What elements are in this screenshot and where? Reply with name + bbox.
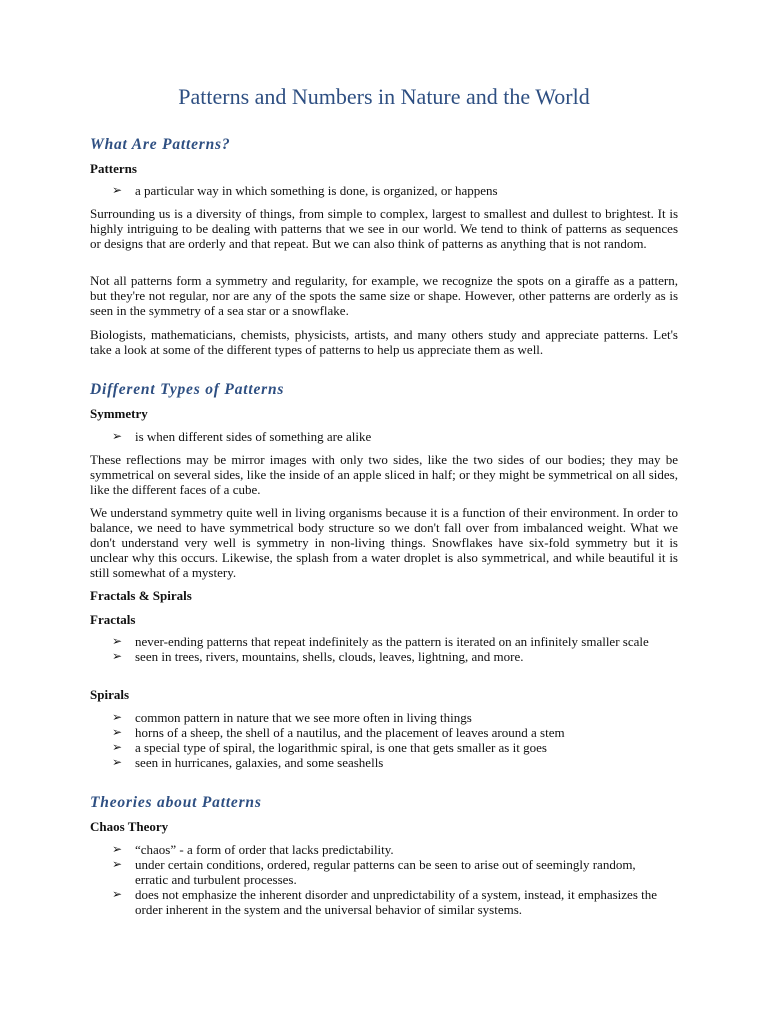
arrow-bullet-icon: ➢ — [112, 429, 123, 443]
heading-different-types: Different Types of Patterns — [90, 381, 285, 398]
list-item: ➢ a special type of spiral, the logarithmic spiral, is one that gets smaller as it goes — [112, 740, 547, 755]
fractals-bullet-list — [112, 634, 678, 664]
patterns-bullet-list — [112, 183, 678, 198]
arrow-bullet-icon: ➢ — [112, 857, 123, 871]
arrow-bullet-icon: ➢ — [112, 740, 123, 754]
arrow-bullet-icon: ➢ — [112, 710, 123, 724]
list-item: ➢ is when different sides of something are alike — [112, 429, 372, 444]
arrow-bullet-icon: ➢ — [112, 649, 123, 663]
list-item: ➢ seen in trees, rivers, mountains, shells, clouds, leaves, lightning, and more. — [112, 649, 524, 664]
subheading-symmetry: Symmetry — [90, 406, 148, 421]
list-item: ➢ common pattern in nature that we see more often in living things — [112, 710, 472, 725]
list-item: ➢ horns of a sheep, the shell of a nautilus, and the placement of leaves around a stem — [112, 725, 565, 740]
paragraph: Biologists, mathematicians, chemists, physicists, artists, and many others study and appreciate patterns. Let's take a look at some of the different types of patterns to help us appreciate them as well. — [90, 327, 678, 357]
paragraph: We understand symmetry quite well in living organisms because it is a function of their environment. In order to balance, we need to have symmetrical body structure so we don't fall over from imbalanced weight. What we don't understand very well is symmetry in non-living things. Snowflakes have six-fold symmetry but it is unclear why this occurs. Likewise, the splash from a water droplet is also symmetrical, and while beautiful it is still somewhat of a mystery. — [90, 505, 678, 580]
paragraph: These reflections may be mirror images with only two sides, like the two sides of our bodies; they may be symmetrical on several sides, like the inside of an apple sliced in half; or they might be symmetrical on all sides, like the different faces of a cube. — [90, 452, 678, 497]
heading-what-are-patterns: What Are Patterns? — [90, 136, 231, 153]
arrow-bullet-icon: ➢ — [112, 887, 123, 901]
symmetry-bullet-list — [112, 429, 678, 444]
arrow-bullet-icon: ➢ — [112, 183, 123, 197]
subheading-spirals: Spirals — [90, 687, 130, 702]
subheading-patterns: Patterns — [90, 161, 137, 176]
arrow-bullet-icon: ➢ — [112, 755, 123, 769]
chaos-bullet-list — [112, 842, 662, 917]
subheading-fractals-spirals: Fractals & Spirals — [90, 588, 192, 603]
list-item: ➢ does not emphasize the inherent disorder and unpredictability of a system, instead, it emphasizes the order inherent in the system and the universal behavior of similar systems. — [112, 887, 658, 917]
list-item: ➢ a particular way in which something is done, is organized, or happens — [112, 183, 498, 198]
arrow-bullet-icon: ➢ — [112, 842, 123, 856]
document-title: Patterns and Numbers in Nature and the World — [178, 84, 590, 109]
heading-theories: Theories about Patterns — [90, 794, 262, 811]
subheading-chaos-theory: Chaos Theory — [90, 819, 169, 834]
spirals-bullet-list — [112, 710, 678, 770]
arrow-bullet-icon: ➢ — [112, 725, 123, 739]
list-item: ➢ “chaos” - a form of order that lacks predictability. — [112, 842, 394, 857]
list-item: ➢ under certain conditions, ordered, regular patterns can be seen to arise out of seemingly random, erratic and turbulent processes. — [112, 857, 636, 887]
subheading-fractals: Fractals — [90, 612, 136, 627]
arrow-bullet-icon: ➢ — [112, 634, 123, 648]
list-item: ➢ never-ending patterns that repeat indefinitely as the pattern is iterated on an infinitely smaller scale — [112, 634, 649, 649]
list-item: ➢ seen in hurricanes, galaxies, and some seashells — [112, 755, 384, 770]
paragraph: Surrounding us is a diversity of things, from simple to complex, largest to smallest and dullest to brightest. It is highly intriguing to be dealing with patterns that we see in our world. We tend to think of patterns as sequences or designs that are orderly and that repeat. But we can also think of patterns as anything that is not random. — [90, 206, 678, 251]
paragraph: Not all patterns form a symmetry and regularity, for example, we recognize the spots on a giraffe as a pattern, but they're not regular, nor are any of the spots the same size or shape. However, other patterns are orderly as is seen in the symmetry of a sea star or a snowflake. — [90, 273, 678, 318]
